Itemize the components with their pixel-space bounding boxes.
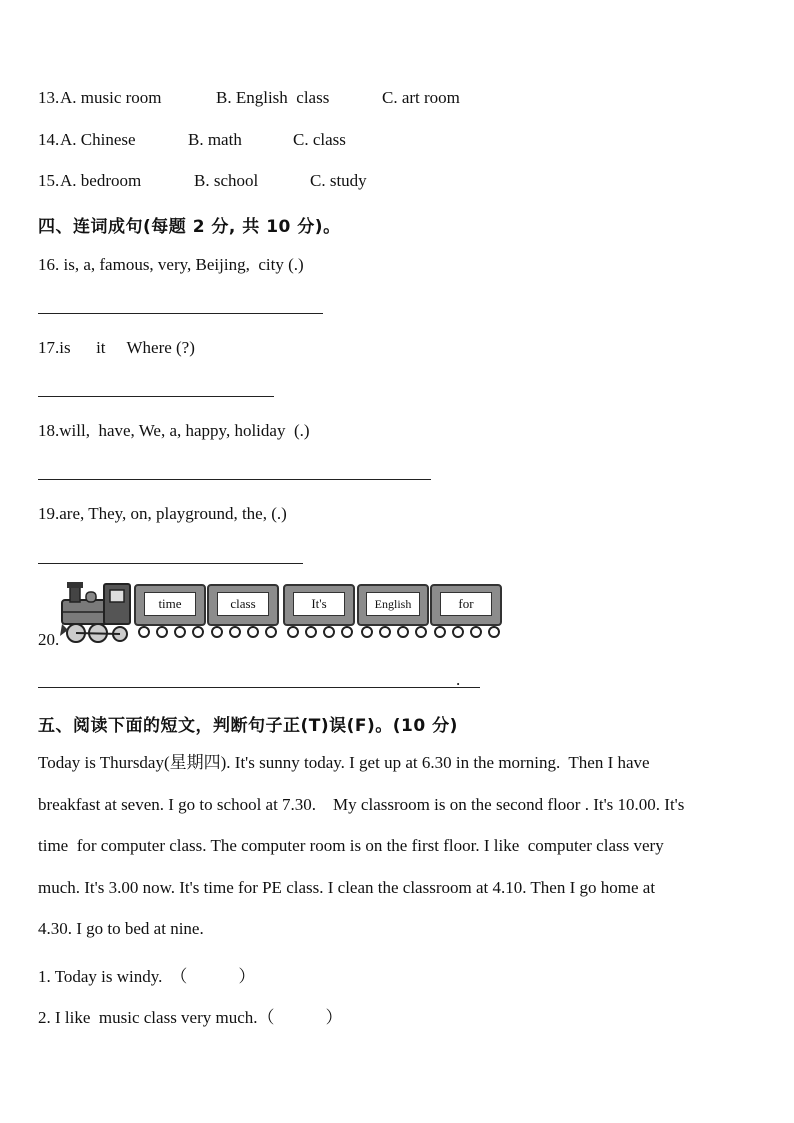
judgement-text: 2. I like music class very much.	[38, 1008, 258, 1027]
train-word: English	[366, 592, 420, 616]
train-car	[134, 584, 206, 626]
option-c: C. art room	[382, 88, 460, 107]
passage-line: 4.30. I go to bed at nine.	[38, 919, 204, 938]
passage-line: breakfast at seven. I go to school at 7.30. My classroom is on the second floor . It's 10.00. It's	[38, 794, 685, 814]
option-a: A. Chinese	[60, 130, 136, 149]
train-car	[357, 584, 429, 626]
question-number: 15.	[38, 171, 60, 190]
question-16: 16. is, a, famous, very, Beijing, city (.)	[38, 255, 304, 274]
question-number: 14.	[38, 130, 60, 149]
option-b: B. English class	[216, 88, 330, 107]
answer-line-18[interactable]	[38, 479, 431, 480]
answer-line-17[interactable]	[38, 396, 274, 397]
train-word: for	[440, 592, 492, 616]
answer-line-20[interactable]	[38, 687, 480, 688]
train-car	[283, 584, 355, 626]
option-b: B. school	[194, 171, 259, 190]
train-car	[430, 584, 502, 626]
train-word: It's	[293, 592, 345, 616]
judgement-2	[38, 1003, 343, 1028]
answer-parentheses[interactable]: （ ）	[170, 967, 256, 986]
option-c: C. study	[310, 171, 367, 190]
question-number: 13.	[38, 88, 60, 107]
option-c: C. class	[293, 130, 346, 149]
locomotive-icon	[60, 580, 134, 644]
section-4-heading: 四、连词成句(每题 2 分, 共 10 分)。	[38, 217, 341, 237]
answer-line-16[interactable]	[38, 313, 323, 314]
option-b: B. math	[188, 130, 242, 149]
train-word: time	[144, 592, 196, 616]
reading-passage	[38, 754, 758, 962]
answer-line-19[interactable]	[38, 563, 303, 564]
passage-line: time for computer class. The computer room is on the first floor. I like computer class very	[38, 836, 664, 855]
judgement-1	[38, 962, 255, 987]
passage-line: much. It's 3.00 now. It's time for PE class. I clean the classroom at 4.10. Then I go home at	[38, 877, 656, 897]
section-5-heading: 五、阅读下面的短文，判断句子正(T)误(F)。(10 分)	[38, 716, 458, 736]
question-17: 17.is it Where (?)	[38, 338, 195, 357]
question-19: 19.are, They, on, playground, the, (.)	[38, 504, 287, 523]
answer-parentheses[interactable]: （ ）	[257, 1008, 343, 1027]
answer-end-period: .	[456, 670, 461, 689]
question-20-number: 20.	[38, 630, 60, 649]
passage-line: Today is Thursday(星期四). It's sunny today. I get up at 6.30 in the morning. Then I have	[38, 753, 650, 772]
question-18: 18.will, have, We, a, happy, holiday (.)	[38, 421, 310, 440]
judgement-text: 1. Today is windy.	[38, 967, 163, 986]
option-a: A. bedroom	[60, 171, 142, 190]
option-a: A. music room	[60, 88, 162, 107]
train-word: class	[217, 592, 269, 616]
train-car	[207, 584, 279, 626]
